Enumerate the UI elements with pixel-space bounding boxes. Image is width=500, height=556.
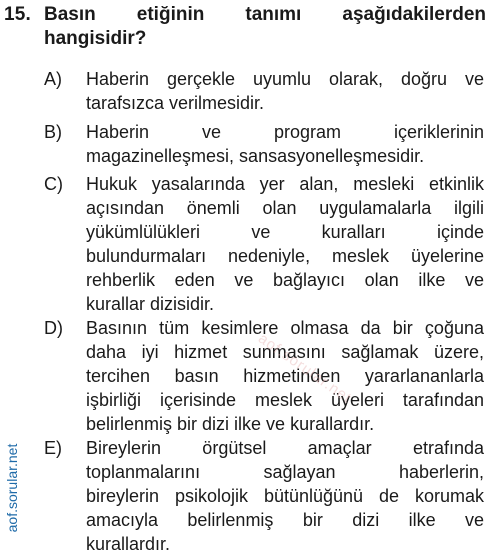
option-text: [86, 67, 484, 115]
question-text: [44, 3, 486, 51]
option-text: [86, 316, 484, 436]
option-line: yükümlülükleri ve kuralları içinde: [86, 222, 484, 242]
question-text-line: hangisidir?: [44, 28, 147, 49]
option-line: Hukuk yasalarında yer alan, mesleki etkinlik: [86, 174, 484, 194]
option-line: Haberin gerçekle uyumlu olarak, doğru ve: [86, 69, 484, 89]
option-line: kurallardır.: [86, 534, 171, 554]
option-letter: A): [44, 69, 62, 89]
option-text: [86, 172, 484, 316]
option-line: Bireylerin örgütsel amaçlar etrafında: [86, 438, 484, 458]
side-watermark: aof.sorular.net: [4, 443, 20, 533]
option-letter: C): [44, 174, 63, 194]
option-line: bulundurmaları nedeniyle, meslek üyelerine: [86, 246, 484, 266]
option-line: tercihen basın hizmetinden yararlananlarla: [86, 366, 484, 386]
option-letter: E): [44, 438, 62, 458]
option-line: Haberin ve program içeriklerinin: [86, 122, 484, 142]
option-line: amacıyla belirlenmiş bir dizi ilke ve: [86, 510, 484, 530]
option-text: [86, 436, 484, 556]
option-text: [86, 120, 484, 168]
option-line: magazinelleşmesi, sansasyonelleşmesidir.: [86, 146, 425, 166]
option-line: bireylerin psikolojik bütünlüğünü de korumak: [86, 486, 484, 506]
option-line: açısından önemli olan uygulamalarla ilgili: [86, 198, 484, 218]
option-line: daha iyi hizmet sunmasını sağlamak üzere,: [86, 342, 484, 362]
option-line: işbirliği içerisinde meslek üyeleri tarafından: [86, 390, 484, 410]
option-letter: D): [44, 318, 63, 338]
question-text-line: Basın etiğinin tanımı aşağıdakilerden: [44, 4, 486, 25]
question-number: 15.: [4, 4, 32, 25]
option-line: belirlenmiş bir dizi ilke ve kurallardır.: [86, 414, 375, 434]
option-line: kurallar dizisidir.: [86, 294, 215, 314]
option-letter: B): [44, 122, 62, 142]
option-line: tarafsızca verilmesidir.: [86, 93, 265, 113]
option-line: toplanmalarını sağlayan haberlerin,: [86, 462, 484, 482]
option-line: Basının tüm kesimlere olmasa da bir çoğuna: [86, 318, 484, 338]
diagonal-watermark: aof.sorular.net: [255, 329, 355, 408]
option-line: rehberlik eden ve bağlayıcı olan ilke ve: [86, 270, 484, 290]
